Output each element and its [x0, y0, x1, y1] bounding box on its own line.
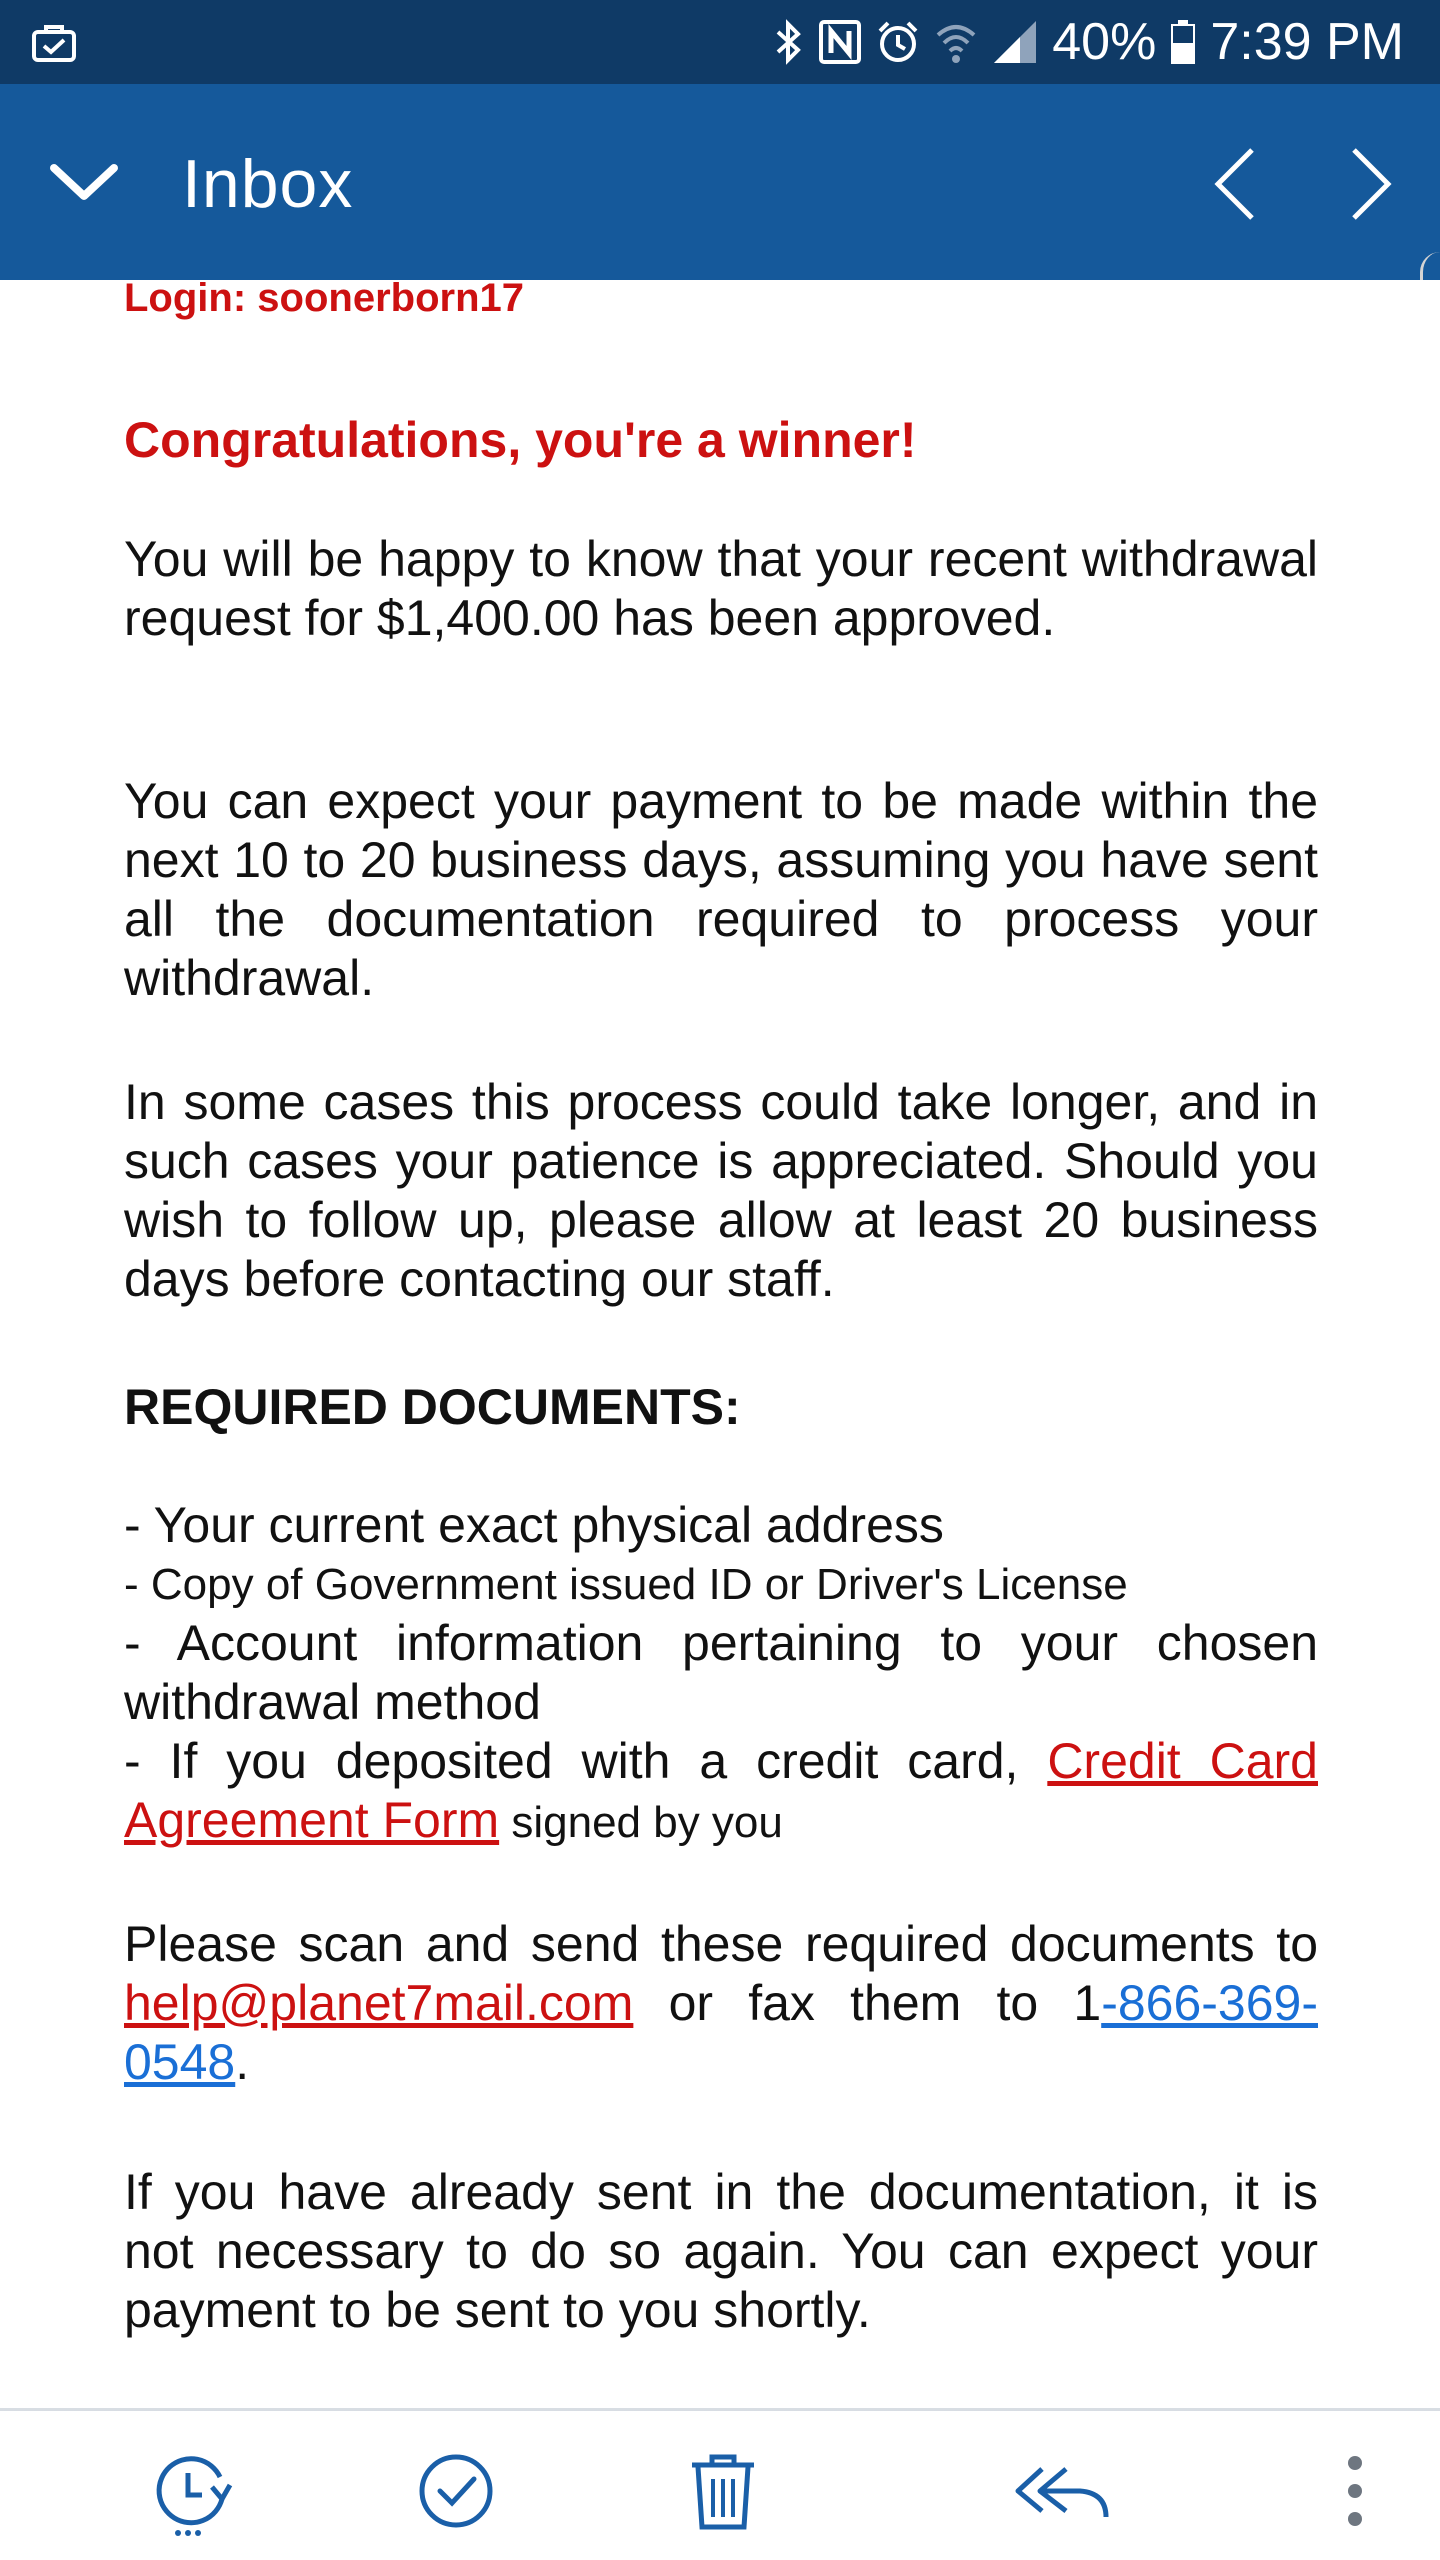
alarm-icon: [876, 19, 920, 65]
login-line: Login: soonerborn17: [124, 280, 524, 320]
paragraph-payment-timing: You can expect your payment to be made within the next 10 to 20 business days, assuming you have sent all the documentation required to process your withdrawal.: [124, 773, 1318, 1006]
paragraph-already-sent: If you have already sent in the documentation, it is not necessary to do so again. You can expect your payment to be sent to you shortly.: [124, 2164, 1318, 2338]
schedule-button[interactable]: [148, 2447, 238, 2537]
reply-all-button[interactable]: [1010, 2447, 1120, 2537]
battery-icon: [1170, 19, 1196, 65]
credit-card-form-link[interactable]: Credit Card Agreement Form: [124, 1733, 1318, 1848]
list-item: [124, 1732, 1318, 1852]
signal-icon: [992, 19, 1038, 65]
previous-email-button[interactable]: [1196, 136, 1276, 232]
bottom-toolbar: [0, 2408, 1440, 2560]
next-email-button[interactable]: [1330, 136, 1410, 232]
mark-done-button[interactable]: [412, 2447, 502, 2537]
required-documents-heading: REQUIRED DOCUMENTS:: [124, 1379, 741, 1435]
wifi-icon: [934, 19, 978, 65]
snooze-clock-icon: [148, 2447, 238, 2537]
delete-button[interactable]: [678, 2447, 768, 2537]
paragraph-send-documents: [124, 1915, 1318, 2092]
check-circle-icon: [412, 2447, 502, 2537]
paragraph-text: or fax them to 1: [633, 1975, 1102, 2031]
paragraph-delays: In some cases this process could take longer, and in such cases your patience is appreciated. Should you wish to follow up, please allow at least 20 business days before contacting our staff.: [124, 1074, 1318, 1307]
status-bar: [0, 0, 1440, 84]
paragraph-approval: You will be happy to know that your recent withdrawal request for $1,400.00 has been approved.: [124, 531, 1318, 646]
more-options-button[interactable]: [1310, 2447, 1400, 2537]
support-email-link[interactable]: help@planet7mail.com: [124, 1975, 634, 2031]
paragraph-text: .: [235, 2034, 250, 2090]
collapse-button[interactable]: [40, 142, 130, 222]
email-body[interactable]: [0, 280, 1440, 2408]
app-header: [0, 84, 1440, 280]
trash-icon: [678, 2447, 768, 2537]
nfc-icon: [818, 19, 862, 65]
battery-percent: 40%: [1052, 13, 1157, 71]
list-item: - Your current exact physical address: [124, 1497, 944, 1553]
more-vertical-icon: [1310, 2447, 1400, 2537]
briefcase-notification-icon: [30, 20, 78, 64]
chevron-left-icon: [1196, 136, 1276, 232]
status-indicators: [774, 0, 1404, 84]
paragraph-text: Please scan and send these required documents to: [124, 1916, 1318, 1972]
bluetooth-icon: [774, 18, 804, 66]
chevron-down-icon: [40, 142, 130, 222]
folder-title: Inbox: [182, 146, 354, 222]
list-item: - Account information pertaining to your chosen withdrawal method: [124, 1615, 1318, 1730]
chevron-right-icon: [1330, 136, 1410, 232]
required-documents-list: [124, 1496, 1318, 1852]
clock: 7:39 PM: [1210, 13, 1404, 71]
list-item-text: - If you deposited with a credit card,: [124, 1733, 1048, 1789]
list-item: - Copy of Government issued ID or Driver's License: [124, 1560, 1128, 1609]
congrats-heading: Congratulations, you're a winner!: [124, 412, 917, 468]
list-item-text: signed by you: [499, 1798, 783, 1847]
reply-all-icon: [1010, 2447, 1120, 2537]
fax-phone-link[interactable]: -866-369-0548: [124, 1975, 1318, 2090]
